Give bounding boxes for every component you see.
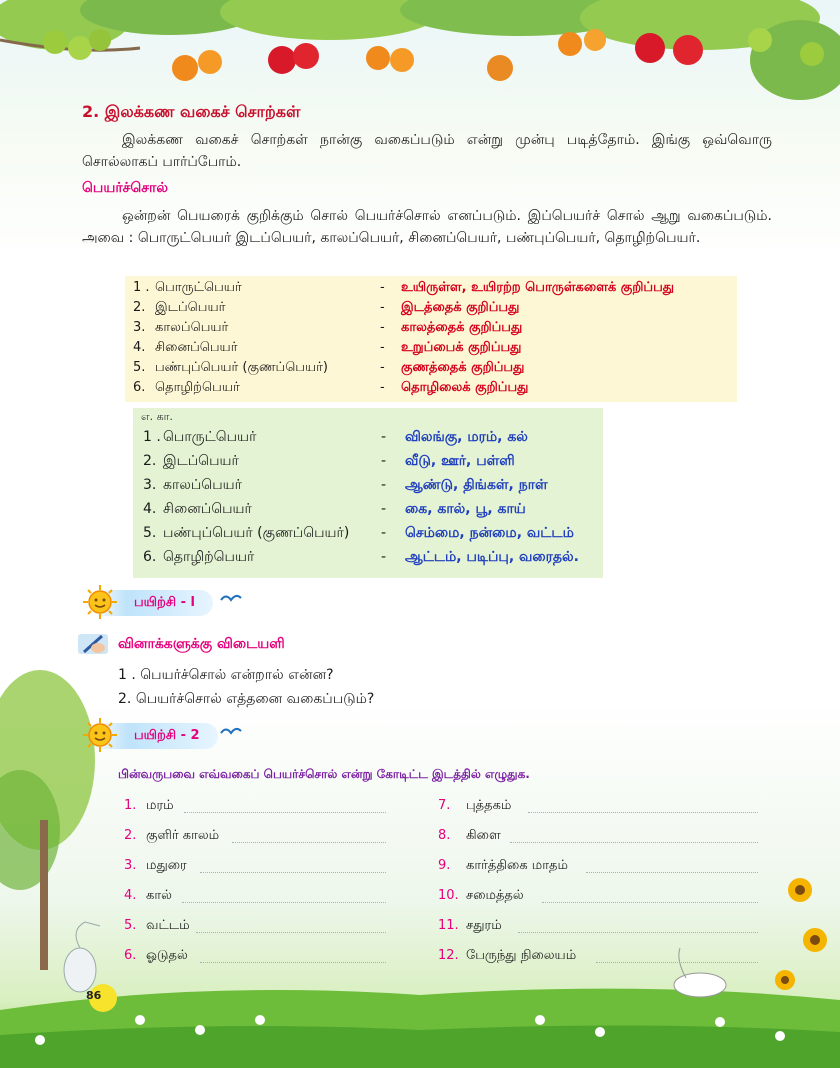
type-name: தொழிற்பெயர் xyxy=(155,380,240,395)
question-number: 2. xyxy=(118,691,132,707)
exercise-2-instruction: பின்வருபவை எவ்வகைப் பெயர்ச்சொல் என்று கோடிட்ட இடத்தில் எழுதுக. xyxy=(118,767,530,781)
item-number: 7. xyxy=(438,798,451,813)
row-number: 6. xyxy=(133,380,146,395)
list-item xyxy=(118,691,374,709)
dash: - xyxy=(380,380,385,395)
table-row xyxy=(125,338,737,358)
item-word: குளிர் காலம் xyxy=(146,828,220,843)
item-word: கால் xyxy=(146,888,172,903)
answer-blank[interactable] xyxy=(542,902,758,903)
dash: - xyxy=(380,360,385,375)
exercise-1-label: பயிற்சி - l xyxy=(90,590,213,616)
fill-blank-row xyxy=(124,886,416,906)
table-row xyxy=(133,546,603,568)
answer-blank[interactable] xyxy=(510,842,758,843)
exercise-1-badge xyxy=(80,584,240,624)
question-text: பெயர்ச்சொல் எத்தனை வகைப்படும்? xyxy=(135,691,375,707)
item-word: மதுரை xyxy=(146,858,187,873)
item-word: ஓடுதல் xyxy=(146,948,188,963)
type-description: குணத்தைக் குறிப்பது xyxy=(401,360,525,375)
row-number: 2. xyxy=(133,300,146,315)
fill-blank-row xyxy=(124,856,416,876)
intro-paragraph: இலக்கண வகைச் சொற்கள் நான்கு வகைப்படும் என்று முன்பு படித்தோம். இங்கு ஒவ்வொரு சொல்லாகப் பார்ப்போம். xyxy=(82,132,772,170)
item-word: புத்தகம் xyxy=(466,798,512,813)
table-row xyxy=(125,318,737,338)
section-title: 2. இலக்கண வகைச் சொற்கள் xyxy=(82,102,301,121)
question-number: 1 . xyxy=(118,667,136,683)
fill-blank-row xyxy=(438,916,788,936)
fill-blank-row xyxy=(124,916,416,936)
row-number: 6. xyxy=(143,549,157,565)
fill-blank-row xyxy=(438,856,788,876)
item-number: 4. xyxy=(124,888,137,903)
fill-blank-row xyxy=(438,886,788,906)
type-name: காலப்பெயர் xyxy=(155,320,229,335)
answer-blank[interactable] xyxy=(200,962,386,963)
example-words: ஆட்டம், படிப்பு, வரைதல். xyxy=(405,549,579,565)
item-number: 8. xyxy=(438,828,451,843)
type-description: இடத்தைக் குறிப்பது xyxy=(401,300,520,315)
type-name: பொருட்பெயர் xyxy=(155,280,242,295)
item-number: 10. xyxy=(438,888,459,903)
dash: - xyxy=(380,340,385,355)
row-number: 3. xyxy=(143,477,157,493)
type-name: தொழிற்பெயர் xyxy=(163,549,255,565)
example-words: ஆண்டு, திங்கள், நாள் xyxy=(405,477,548,493)
noun-types-table xyxy=(125,276,737,402)
type-description: உயிருள்ள, உயிரற்ற பொருள்களைக் குறிப்பது xyxy=(401,280,675,295)
question-text: பெயர்ச்சொல் என்றால் என்ன? xyxy=(140,667,334,683)
fill-blank-row xyxy=(438,946,788,966)
table-row xyxy=(125,378,737,398)
table-row xyxy=(125,278,737,298)
dash: - xyxy=(380,300,385,315)
dash: - xyxy=(381,501,387,517)
table-row xyxy=(125,298,737,318)
answer-blank[interactable] xyxy=(200,872,386,873)
type-description: உறுப்பைக் குறிப்பது xyxy=(401,340,522,355)
item-word: மரம் xyxy=(146,798,174,813)
fill-blank-row xyxy=(438,826,788,846)
answer-blank[interactable] xyxy=(232,842,386,843)
dash: - xyxy=(381,453,387,469)
top-foliage-decoration xyxy=(0,0,840,110)
example-words: வீடு, ஊர், பள்ளி xyxy=(405,453,515,469)
questions-heading: வினாக்களுக்கு விடையளி xyxy=(118,636,285,652)
item-word: வட்டம் xyxy=(146,918,190,933)
type-name: சினைப்பெயர் xyxy=(163,501,252,517)
item-number: 9. xyxy=(438,858,451,873)
noun-paragraph: ஒன்றன் பெயரைக் குறிக்கும் சொல் பெயர்ச்சொல் எனப்படும். இப்பெயர்ச் சொல் ஆறு வகைப்படும். அவை : பொருட்பெயர் இடப்பெயர், காலப்பெயர், சினைப்பெயர், பண்புப்பெயர், தொழிற்பெயர். xyxy=(82,208,772,246)
list-item xyxy=(118,667,334,685)
item-number: 12. xyxy=(438,948,459,963)
example-words: செம்மை, நன்மை, வட்டம் xyxy=(405,525,574,541)
type-name: காலப்பெயர் xyxy=(163,477,242,493)
table-row xyxy=(133,426,603,448)
bird-icon xyxy=(220,592,242,606)
type-description: தொழிலைக் குறிப்பது xyxy=(401,380,529,395)
row-number: 1 . xyxy=(143,429,161,445)
answer-blank[interactable] xyxy=(182,902,386,903)
answer-blank[interactable] xyxy=(596,962,758,963)
answer-blank[interactable] xyxy=(184,812,386,813)
example-words: விலங்கு, மரம், கல் xyxy=(405,429,528,445)
type-name: சினைப்பெயர் xyxy=(155,340,238,355)
exercise-2-label: பயிற்சி - 2 xyxy=(90,723,218,749)
type-name: பண்புப்பெயர் (குணப்பெயர்) xyxy=(163,525,350,541)
fill-blank-row xyxy=(124,796,416,816)
examples-table xyxy=(133,408,603,578)
answer-blank[interactable] xyxy=(586,872,758,873)
table-row xyxy=(125,358,737,378)
item-word: கிளை xyxy=(466,828,501,843)
row-number: 5. xyxy=(133,360,146,375)
row-number: 3. xyxy=(133,320,146,335)
item-word: சதுரம் xyxy=(466,918,502,933)
fill-blank-row xyxy=(124,946,416,966)
exercise-2-badge xyxy=(80,717,240,757)
fill-blank-row xyxy=(438,796,788,816)
table-row xyxy=(133,450,603,472)
row-number: 2. xyxy=(143,453,157,469)
type-name: இடப்பெயர் xyxy=(155,300,226,315)
example-words: கை, கால், பூ, காய் xyxy=(405,501,526,517)
dash: - xyxy=(380,280,385,295)
type-name: பண்புப்பெயர் (குணப்பெயர்) xyxy=(155,360,328,375)
page-number: 86 xyxy=(86,989,102,1002)
fill-blank-row xyxy=(124,826,416,846)
answer-blank[interactable] xyxy=(196,932,386,933)
dash: - xyxy=(381,429,387,445)
item-number: 1. xyxy=(124,798,137,813)
examples-label: எ. கா. xyxy=(141,410,173,423)
row-number: 1 . xyxy=(133,280,150,295)
item-word: சமைத்தல் xyxy=(466,888,524,903)
item-number: 11. xyxy=(438,918,459,933)
item-number: 5. xyxy=(124,918,137,933)
table-row xyxy=(133,522,603,544)
dash: - xyxy=(381,477,387,493)
table-row xyxy=(133,498,603,520)
item-number: 6. xyxy=(124,948,137,963)
pencil-hand-icon xyxy=(76,630,110,658)
answer-blank[interactable] xyxy=(528,812,758,813)
noun-heading: பெயர்ச்சொல் xyxy=(82,180,168,196)
type-name: பொருட்பெயர் xyxy=(163,429,257,445)
sun-icon xyxy=(82,717,118,753)
dash: - xyxy=(380,320,385,335)
sun-icon xyxy=(82,584,118,620)
table-row xyxy=(133,474,603,496)
item-number: 2. xyxy=(124,828,137,843)
row-number: 4. xyxy=(133,340,146,355)
type-name: இடப்பெயர் xyxy=(163,453,239,469)
dash: - xyxy=(381,525,387,541)
item-word: பேருந்து நிலையம் xyxy=(466,948,577,963)
bird-icon xyxy=(220,725,242,739)
item-word: கார்த்திகை மாதம் xyxy=(466,858,568,873)
item-number: 3. xyxy=(124,858,137,873)
answer-blank[interactable] xyxy=(518,932,758,933)
dash: - xyxy=(381,549,387,565)
type-description: காலத்தைக் குறிப்பது xyxy=(401,320,523,335)
row-number: 4. xyxy=(143,501,157,517)
row-number: 5. xyxy=(143,525,157,541)
